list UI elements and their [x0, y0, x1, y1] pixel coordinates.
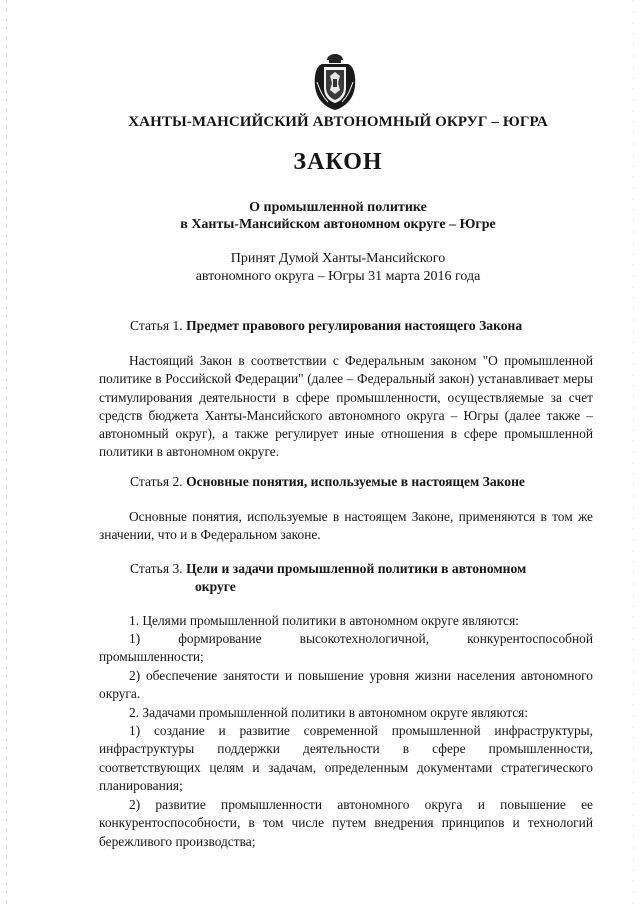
scan-edge-right [633, 0, 634, 905]
scan-edge-left [6, 0, 7, 905]
coat-of-arms-emblem [312, 52, 358, 112]
article-3-item-1: 1. Целями промышленной политики в автономном округе являются: [129, 613, 519, 628]
article-2-label: Статья 2. [130, 474, 183, 489]
article-1-title: Предмет правового регулирования настоящего Закона [186, 318, 523, 333]
document-type-title: ЗАКОН [293, 149, 383, 175]
article-3-item-6: 2) развитие промышленности автономного округа и повышение ее конкурентоспособности, в том числе путем внедрения принципов и технологий бережливого производства; [99, 797, 593, 849]
law-subject-line-2: в Ханты-Мансийском автономном округе – Югре [180, 217, 496, 232]
article-3-item-5: 1) создание и развитие современной промышленной инфраструктуры, инфраструктуры поддержки деятельности в сфере промышленности, соответствующих целям и задачам, определенным документами стратегического планирования; [99, 723, 593, 793]
law-subject-line-1: О промышленной политике [249, 200, 427, 215]
region-title: ХАНТЫ-МАНСИЙСКИЙ АВТОНОМНЫЙ ОКРУГ – ЮГРА [128, 114, 548, 130]
adoption-note-line-2: автономного округа – Югры 31 марта 2016 года [195, 269, 481, 284]
article-3-item-3: 2) обеспечение занятости и повышение уровня жизни населения автономного округа. [99, 668, 593, 702]
article-3-label: Статья 3. [130, 561, 183, 576]
article-3-item-4: 2. Задачами промышленной политики в автономном округе являются: [129, 705, 529, 720]
article-1-text: Настоящий Закон в соответствии с Федеральным законом "О промышленной политике в Российской Федерации" (далее – Федеральный закон) устанавливает меры стимулирования деятельности в сфере промышленности, осуществляемые за счет средств бюджета Ханты-Мансийского автономного округа – Югры (далее также – автономный округ), а также регулирует иные отношения в сфере промышленной политики в автономном округе. [99, 353, 593, 460]
law-subject [0, 199, 640, 233]
article-1-heading [130, 317, 522, 335]
article-1-label: Статья 1. [130, 318, 183, 333]
article-3-title: Цели и задачи промышленной политики в автономном [186, 561, 527, 576]
article-2-text: Основные понятия, используемые в настоящем Законе, применяются в том же значении, что и в Федеральном законе. [99, 509, 593, 543]
article-3-item-2: 1) формирование высокотехнологичной, конкурентоспособной промышленности; [99, 631, 593, 665]
article-3-heading [130, 560, 526, 596]
article-3-title-continuation: округе [195, 579, 236, 594]
adoption-note [0, 250, 640, 286]
article-2-heading [130, 473, 525, 491]
adoption-note-line-1: Принят Думой Ханты-Мансийского [230, 251, 446, 266]
article-2-title: Основные понятия, используемые в настоящем Законе [186, 474, 525, 489]
